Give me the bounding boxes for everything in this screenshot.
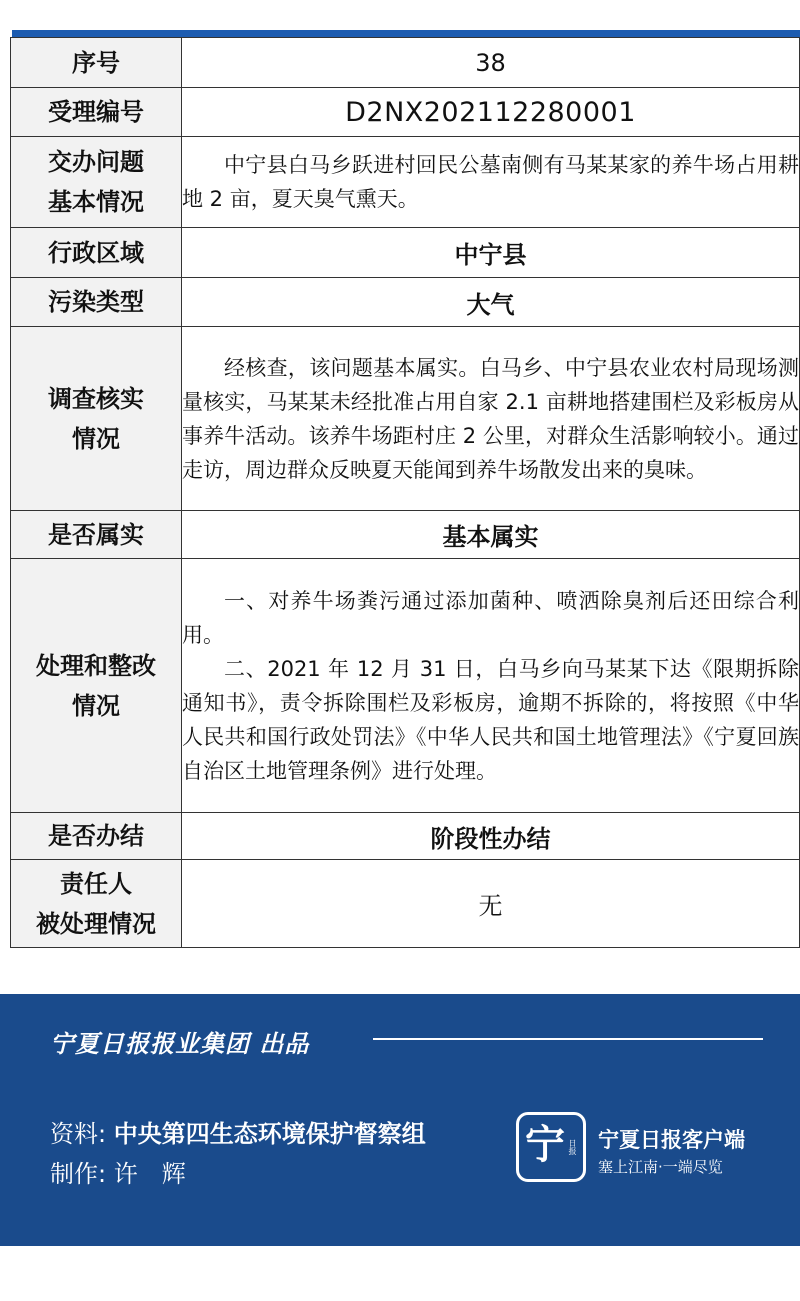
table-row [11,38,800,88]
paragraph: 一、对养牛场粪污通过添加菌种、喷洒除臭剂后还田综合利用。 [182,588,799,647]
maker-value: 许 辉 [113,1160,186,1188]
case-id-value: D2NX202112280001 [182,88,800,137]
row-label: 是否属实 [11,511,182,559]
label-line: 基本情况 [48,188,144,216]
accountability-value: 无 [182,860,800,948]
table-row [11,88,800,137]
table-row [11,559,800,813]
logo-side-text: 日报 [568,1139,577,1155]
label-line: 调查核实 [48,384,144,413]
footer-banner [0,994,800,1246]
row-label: 受理编号 [11,88,182,137]
paragraph: 中宁县白马乡跃进村回民公墓南侧有马某某家的养牛场占用耕地 2 亩，夏天臭气熏天。 [182,153,799,211]
complaint-description [182,137,800,228]
label-line: 情况 [72,691,120,720]
pollution-type-value: 大气 [182,278,800,327]
source-credit [50,1114,426,1149]
table-row [11,228,800,278]
table-row [11,137,800,228]
row-label [11,327,182,511]
maker-label: 制作: [50,1160,107,1188]
row-label [11,137,182,228]
label-line: 交办问题 [48,148,144,176]
source-value: 中央第四生态环境保护督察组 [113,1119,426,1148]
paragraph: 经核查，该问题基本属实。白马乡、中宁县农业农村局现场测量核实，马某某未经批准占用自家 2.1 亩耕地搭建围栏及彩板房从事养牛活动。该养牛场距村庄 2 公里，对群众生活影响较小。通过走访，周边群众反映夏天能闻到养牛场散发出来的臭味。 [182,355,799,482]
publisher-credit: 宁夏日报报业集团 出品 [50,1030,310,1058]
case-info-table [10,37,800,948]
row-label: 行政区域 [11,228,182,278]
table-row [11,860,800,948]
label-line: 处理和整改 [36,651,156,680]
table-row [11,278,800,327]
serial-number-value: 38 [182,38,800,88]
row-label: 污染类型 [11,278,182,327]
footer-divider [373,1038,763,1040]
row-label [11,559,182,813]
row-label: 序号 [11,38,182,88]
source-label: 资料: [50,1120,107,1148]
table-row [11,327,800,511]
app-name: 宁夏日报客户端 [598,1128,745,1152]
region-value: 中宁县 [182,228,800,278]
label-line: 情况 [72,424,120,453]
row-label [11,860,182,948]
handling-details [182,559,800,813]
app-logo-icon [516,1112,586,1182]
logo-glyph: 宁 [525,1122,565,1168]
table-row [11,511,800,559]
row-label: 是否办结 [11,813,182,860]
label-line: 被处理情况 [36,909,156,938]
table-row [11,813,800,860]
completion-status-value: 阶段性办结 [182,813,800,860]
app-slogan: 塞上江南·一端尽览 [598,1158,723,1176]
maker-credit [50,1154,186,1189]
label-line: 责任人 [60,869,132,898]
header-accent-bar [12,30,800,37]
paragraph: 二、2021 年 12 月 31 日，白马乡向马某某下达《限期拆除通知书》，责令拆除围栏及彩板房，逾期不拆除的，将按照《中华人民共和国行政处罚法》《中华人民共和国土地管理法》《宁夏回族自治区土地管理条例》进行处理。 [182,656,799,783]
verified-status-value: 基本属实 [182,511,800,559]
investigation-details [182,327,800,511]
